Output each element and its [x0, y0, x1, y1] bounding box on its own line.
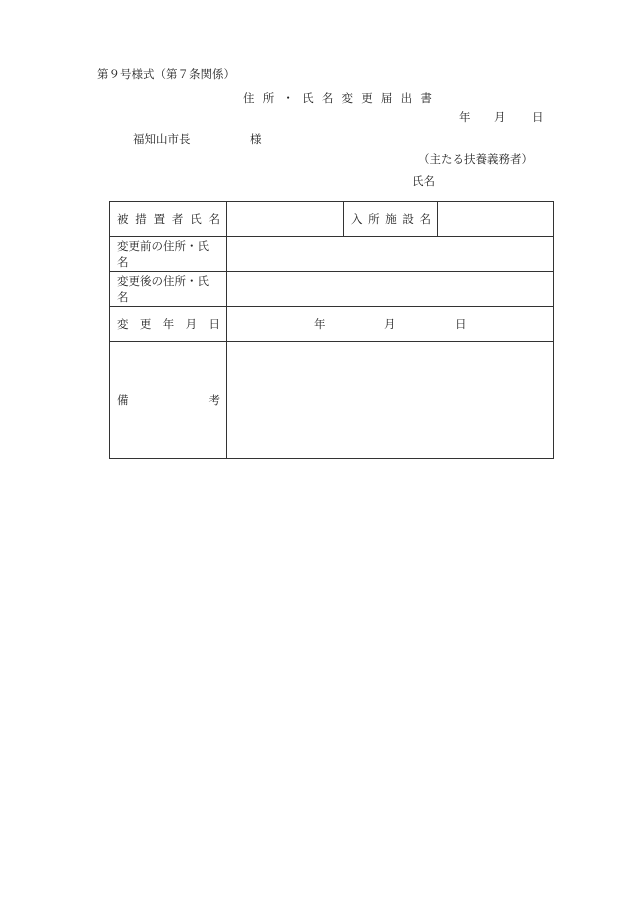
- addressee-name: 福知山市長: [133, 132, 191, 146]
- change-date-month: 月: [384, 317, 396, 331]
- change-date-day: 日: [455, 317, 467, 331]
- person-name-field[interactable]: [227, 202, 344, 237]
- applicant-name-label: 氏名: [412, 174, 435, 188]
- title-text: 住 所 ・ 氏 名 変 更 届 出 書: [243, 91, 433, 105]
- before-label: 変更前の住所・氏名: [117, 239, 209, 269]
- remarks-field[interactable]: [227, 342, 554, 459]
- remarks-label: [117, 392, 220, 408]
- remarks-label-right: 考: [208, 393, 220, 407]
- header-date-month: 月: [494, 110, 506, 124]
- addressee-honorific: 様: [250, 132, 262, 146]
- form-number: 第９号様式（第７条関係）: [97, 67, 235, 81]
- header-date-day: 日: [532, 110, 544, 124]
- header-date-year: 年: [459, 110, 471, 124]
- facility-label-cell: [344, 202, 438, 237]
- person-name-label-cell: [110, 202, 227, 237]
- person-name-label: 被 措 置 者 氏 名: [117, 212, 220, 226]
- table-row-remarks: [110, 342, 554, 459]
- after-label: 変更後の住所・氏名: [117, 274, 209, 304]
- change-date-label-cell: [110, 307, 227, 342]
- form-title: [243, 90, 432, 106]
- change-date-year: 年: [314, 317, 326, 331]
- before-label-cell: [110, 237, 227, 272]
- applicant-role: （主たる扶養義務者）: [418, 152, 533, 166]
- table-row-after: [110, 272, 554, 307]
- remarks-label-left: 備: [117, 393, 129, 407]
- table-row-person: [110, 202, 554, 237]
- table-row-change-date: [110, 307, 554, 342]
- change-form-table: [109, 201, 554, 459]
- before-field[interactable]: [227, 237, 554, 272]
- after-field[interactable]: [227, 272, 554, 307]
- after-label-cell: [110, 272, 227, 307]
- change-date-label: 変 更 年 月 日: [117, 317, 220, 331]
- facility-label: 入 所 施 設 名: [351, 212, 431, 226]
- change-date-field[interactable]: [227, 307, 554, 342]
- remarks-label-cell: [110, 342, 227, 459]
- table-row-before: [110, 237, 554, 272]
- facility-field[interactable]: [438, 202, 554, 237]
